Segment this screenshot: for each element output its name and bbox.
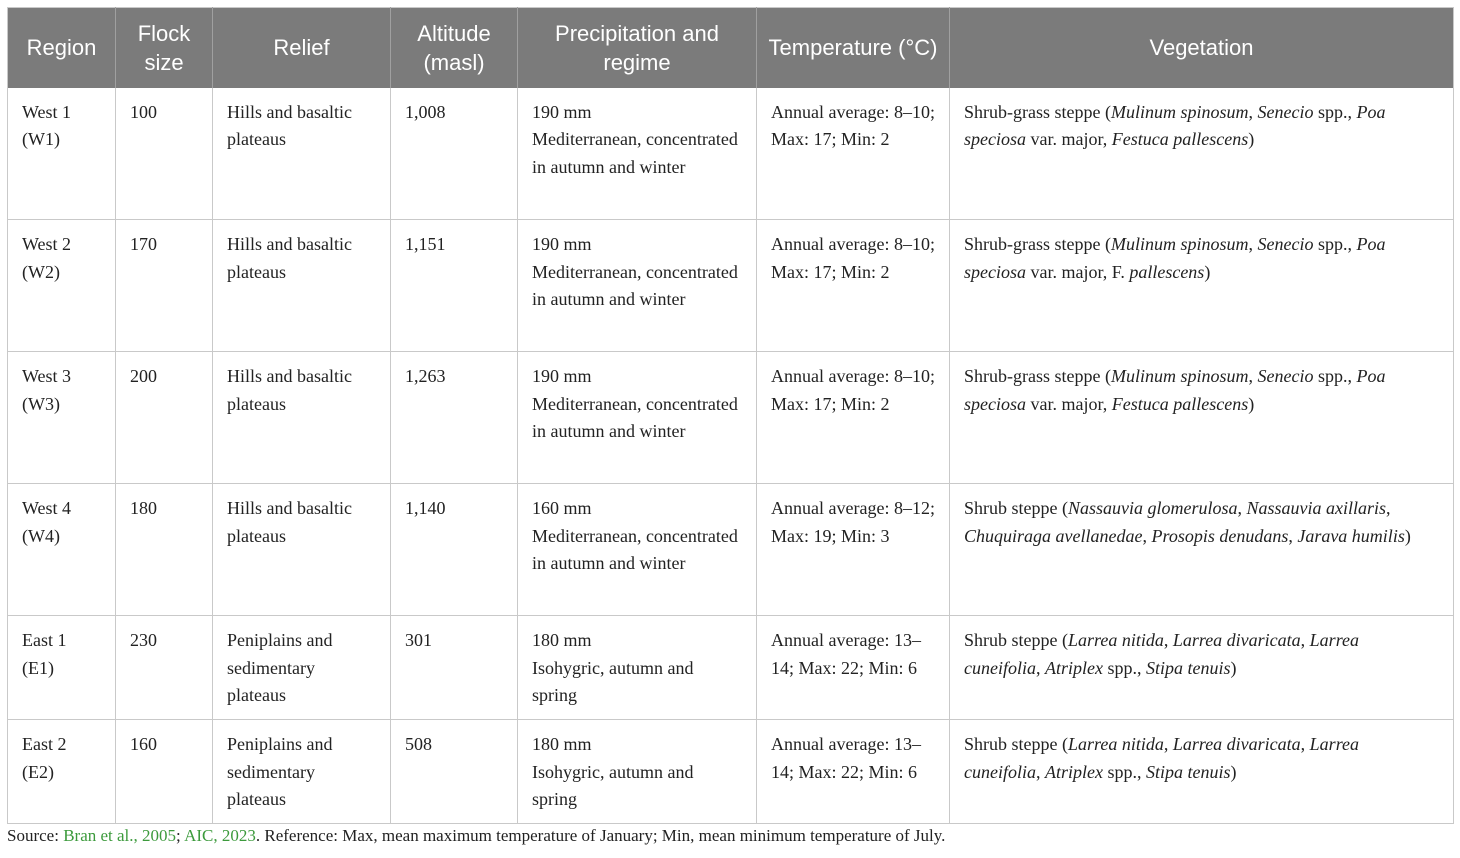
precip-regime: Mediterranean, concentrated in autumn and winter [532, 261, 738, 309]
cell-precipitation [518, 616, 757, 720]
reference-link-aic[interactable]: AIC, 2023 [184, 826, 256, 845]
species-name: Larrea nitida [1067, 630, 1164, 650]
veg-type: Shrub-grass steppe ( [964, 366, 1111, 386]
cell-vegetation: Shrub-grass steppe (Mulinum spinosum, Senecio spp., Poa speciosa var. major, Festuca pallescens) [950, 352, 1454, 484]
veg-close: ) [1248, 129, 1255, 149]
precip-amount: 180 mm [532, 734, 592, 754]
species-name: pallescens [1129, 261, 1205, 282]
cell-region: East 2 (E2) [8, 720, 116, 824]
precip-regime: Mediterranean, concentrated in autumn and winter [532, 129, 738, 177]
veg-close: ) [1404, 525, 1411, 546]
cell-vegetation: Shrub-grass steppe (Mulinum spinosum, Senecio spp., Poa speciosa var. major, Festuca pallescens) [950, 88, 1454, 220]
species-name: Larrea cuneifolia [964, 630, 1360, 678]
veg-close: ) [1204, 261, 1211, 282]
cell-relief: Peniplains and sedimentary plateaus [213, 720, 391, 824]
precip-amount: 180 mm [532, 630, 592, 650]
species-name: Senecio [1257, 234, 1314, 254]
cell-region: West 3 (W3) [8, 352, 116, 484]
cell-temperature: Annual average: 8–10; Max: 17; Min: 2 [757, 88, 950, 220]
table-row [8, 352, 1454, 484]
species-name: Mulinum spinosum [1110, 366, 1249, 386]
veg-close: ) [1230, 657, 1237, 678]
species-name: Poa speciosa [964, 234, 1386, 282]
cell-flock-size: 170 [116, 220, 213, 352]
header-precipitation: Precipitation and regime [518, 8, 757, 88]
cell-flock-size: 200 [116, 352, 213, 484]
species-suffix: var. major, [1026, 129, 1108, 149]
precip-regime: Isohygric, autumn and spring [532, 761, 694, 809]
cell-precipitation [518, 220, 757, 352]
cell-flock-size: 100 [116, 88, 213, 220]
header-flock-size: Flock size [116, 8, 213, 88]
species-suffix: spp., [1313, 101, 1352, 122]
table-row [8, 720, 1454, 824]
cell-altitude: 1,151 [391, 220, 518, 352]
header-vegetation: Vegetation [950, 8, 1454, 88]
veg-type: Shrub steppe ( [964, 498, 1068, 518]
cell-region: West 2 (W2) [8, 220, 116, 352]
cell-relief: Hills and basaltic plateaus [213, 88, 391, 220]
precip-regime: Mediterranean, concentrated in autumn and winter [532, 393, 738, 441]
table-row [8, 616, 1454, 720]
veg-type: Shrub-grass steppe ( [964, 101, 1111, 122]
footnote-prefix: Source: [7, 826, 64, 845]
species-name: Mulinum spinosum [1110, 101, 1249, 122]
species-name: Nassauvia glomerulosa [1067, 498, 1238, 518]
cell-vegetation: Shrub steppe (Larrea nitida, Larrea divaricata, Larrea cuneifolia, Atriplex spp., Stipa tenuis) [950, 616, 1454, 720]
species-name: Atriplex [1044, 657, 1103, 678]
cell-region: West 1 (W1) [8, 88, 116, 220]
species-name: Prosopis denudans [1151, 525, 1289, 546]
cell-temperature: Annual average: 8–12; Max: 19; Min: 3 [757, 484, 950, 616]
species-name: Larrea nitida [1067, 734, 1164, 754]
header-row [8, 8, 1454, 88]
precip-amount: 160 mm [532, 498, 592, 518]
species-suffix: var. major, [1026, 393, 1108, 414]
species-name: Nassauvia axillaris [1246, 498, 1387, 518]
reference-link-bran[interactable]: Bran et al., 2005 [63, 826, 177, 845]
precip-regime: Mediterranean, concentrated in autumn and winter [532, 525, 738, 573]
species-suffix: spp., [1102, 657, 1142, 678]
header-region: Region [8, 8, 116, 88]
species-name: Stipa tenuis [1145, 761, 1231, 782]
cell-temperature: Annual average: 8–10; Max: 17; Min: 2 [757, 352, 950, 484]
species-name: Larrea cuneifolia [964, 734, 1360, 782]
table-row [8, 484, 1454, 616]
site-characteristics-table [7, 7, 1454, 824]
species-name: Chuquiraga avellanedae [964, 525, 1143, 546]
veg-type: Shrub steppe ( [964, 630, 1068, 650]
cell-flock-size: 180 [116, 484, 213, 616]
species-name: Festuca pallescens [1111, 393, 1249, 414]
species-name: Senecio [1257, 101, 1314, 122]
cell-flock-size: 160 [116, 720, 213, 824]
footnote-separator: ; [176, 826, 185, 845]
header-relief: Relief [213, 8, 391, 88]
cell-relief: Hills and basaltic plateaus [213, 220, 391, 352]
cell-altitude: 1,008 [391, 88, 518, 220]
cell-precipitation [518, 88, 757, 220]
cell-region: East 1 (E1) [8, 616, 116, 720]
veg-close: ) [1248, 393, 1255, 414]
table-body [8, 88, 1454, 824]
precip-amount: 190 mm [532, 101, 592, 122]
cell-temperature: Annual average: 13–14; Max: 22; Min: 6 [757, 616, 950, 720]
table-row [8, 88, 1454, 220]
species-name: Mulinum spinosum [1110, 234, 1249, 254]
cell-altitude: 1,263 [391, 352, 518, 484]
species-suffix: spp., [1313, 234, 1352, 254]
species-name: Atriplex [1044, 761, 1103, 782]
table-row [8, 220, 1454, 352]
cell-flock-size: 230 [116, 616, 213, 720]
cell-vegetation: Shrub-grass steppe (Mulinum spinosum, Senecio spp., Poa speciosa var. major, F. pallescens) [950, 220, 1454, 352]
veg-type: Shrub steppe ( [964, 734, 1068, 754]
species-name: Poa speciosa [964, 101, 1386, 149]
precip-amount: 190 mm [532, 366, 592, 386]
cell-precipitation [518, 720, 757, 824]
species-name: Stipa tenuis [1145, 657, 1231, 678]
cell-region: West 4 (W4) [8, 484, 116, 616]
cell-precipitation [518, 484, 757, 616]
species-name: Senecio [1257, 366, 1314, 386]
cell-precipitation [518, 352, 757, 484]
precip-regime: Isohygric, autumn and spring [532, 657, 694, 705]
species-name: Larrea divaricata [1172, 630, 1301, 650]
precip-amount: 190 mm [532, 234, 592, 254]
cell-vegetation: Shrub steppe (Nassauvia glomerulosa, Nassauvia axillaris, Chuquiraga avellanedae, Prosopis denudans, Jarava humilis) [950, 484, 1454, 616]
species-suffix: var. major, F. [1026, 261, 1125, 282]
cell-altitude: 301 [391, 616, 518, 720]
species-suffix: spp., [1102, 761, 1142, 782]
veg-close: ) [1230, 761, 1237, 782]
cell-altitude: 508 [391, 720, 518, 824]
table-header [8, 8, 1454, 88]
header-temperature: Temperature (°C) [757, 8, 950, 88]
footnote-text: . Reference: Max, mean maximum temperature of January; Min, mean minimum temperature of July. [255, 826, 946, 845]
species-name: Festuca pallescens [1111, 129, 1249, 149]
cell-vegetation: Shrub steppe (Larrea nitida, Larrea divaricata, Larrea cuneifolia, Atriplex spp., Stipa tenuis) [950, 720, 1454, 824]
species-name: Jarava humilis [1297, 525, 1405, 546]
species-name: Poa speciosa [964, 366, 1386, 414]
header-altitude: Altitude (masl) [391, 8, 518, 88]
cell-relief: Hills and basaltic plateaus [213, 484, 391, 616]
cell-altitude: 1,140 [391, 484, 518, 616]
species-name: Larrea divaricata [1172, 734, 1301, 754]
species-suffix: spp., [1313, 366, 1352, 386]
cell-temperature: Annual average: 8–10; Max: 17; Min: 2 [757, 220, 950, 352]
table-footnote [7, 826, 945, 846]
veg-type: Shrub-grass steppe ( [964, 234, 1111, 254]
cell-relief: Peniplains and sedimentary plateaus [213, 616, 391, 720]
cell-relief: Hills and basaltic plateaus [213, 352, 391, 484]
cell-temperature: Annual average: 13–14; Max: 22; Min: 6 [757, 720, 950, 824]
